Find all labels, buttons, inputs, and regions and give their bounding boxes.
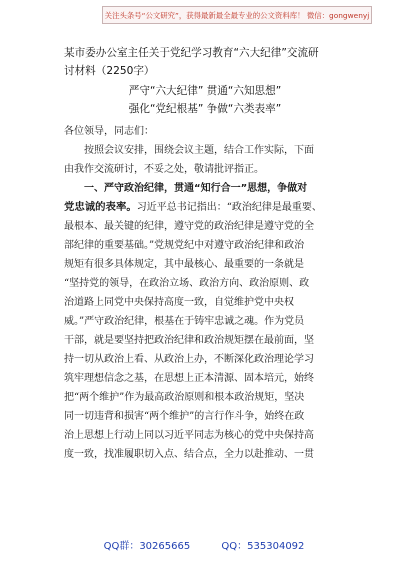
section-1-paragraph — [64, 179, 346, 464]
header-notice-banner — [102, 6, 372, 24]
footer-qq-group: QQ群：30265665 — [103, 541, 191, 552]
document-subtitle-1: 严守“六大纪律” 贯通“六知思想” — [128, 85, 282, 97]
body-line: 部纪律的重要基础。”党规党纪中对遵守政治纪律和政治 — [64, 240, 305, 251]
intro-line: 由我作交流研讨，不妥之处，敬请批评指正。 — [64, 164, 264, 175]
body-line: 筑牢理想信念之基，在思想上正本清源、固本培元，始终 — [64, 373, 314, 384]
footer-qq: QQ：535304092 — [221, 541, 305, 552]
section-1-heading-tail: 习近平总书记指出：“政治纪律是最重要、 — [136, 202, 322, 213]
body-line: 治道路上同党中央保持高度一致，自觉维护党中央权 — [64, 297, 294, 308]
body-line: “坚持党的领导，在政治立场、政治方向、政治原则、政 — [64, 278, 310, 289]
section-1-heading-line-2 — [64, 198, 346, 217]
body-line: 干部，就是要坚持把政治纪律和政治规矩摆在最前面，坚 — [64, 335, 314, 346]
intro-paragraph — [64, 141, 346, 179]
section-1-heading-bold: 党忠诚的表率。 — [64, 201, 137, 213]
header-notice-text: 关注头条号“公文研究”，获得最新最全最专业的公文资料库！ 微信：gongwenyj — [104, 10, 370, 20]
body-line: 最根本、最关键的纪律，遵守党的政治纪律是遵守党的全 — [64, 221, 314, 232]
section-1-heading-line: 一、严守政治纪律，贯通“知行合一”思想，争做对 — [64, 183, 308, 194]
document-subtitle-2: 强化“党纪根基” 争做“六类表率” — [128, 103, 282, 115]
intro-line: 按照会议安排，围绕会议主题，结合工作实际，下面 — [64, 145, 314, 156]
body-line: 规矩有很多具体规定，其中最核心、最重要的一条就是 — [64, 259, 304, 270]
body-line: 把“两个维护”作为最高政治原则和根本政治规矩，坚决 — [64, 392, 305, 403]
document-title-line-2: 讨材料（2250字） — [64, 65, 155, 77]
body-line: 持一切从政治上看、从政治上办，不断深化政治理论学习 — [64, 354, 314, 365]
body-line: 威。”严守政治纪律，根基在于铸牢忠诚之魂。作为党员 — [64, 316, 305, 327]
document-body — [64, 44, 346, 464]
body-line: 治上思想上行动上同以习近平同志为核心的党中央保持高 — [64, 430, 314, 441]
footer-contact — [0, 537, 408, 552]
document-title-line-1: 某市委办公室主任关于党纪学习教育“六大纪律”交流研 — [64, 47, 319, 59]
greeting: 各位领导，同志们： — [64, 126, 154, 137]
body-line: 同一切违背和损害“两个维护”的言行作斗争，始终在政 — [64, 411, 305, 422]
body-line: 度一致，找准履职切入点、结合点，全力以赴推动、一贯 — [64, 449, 314, 460]
